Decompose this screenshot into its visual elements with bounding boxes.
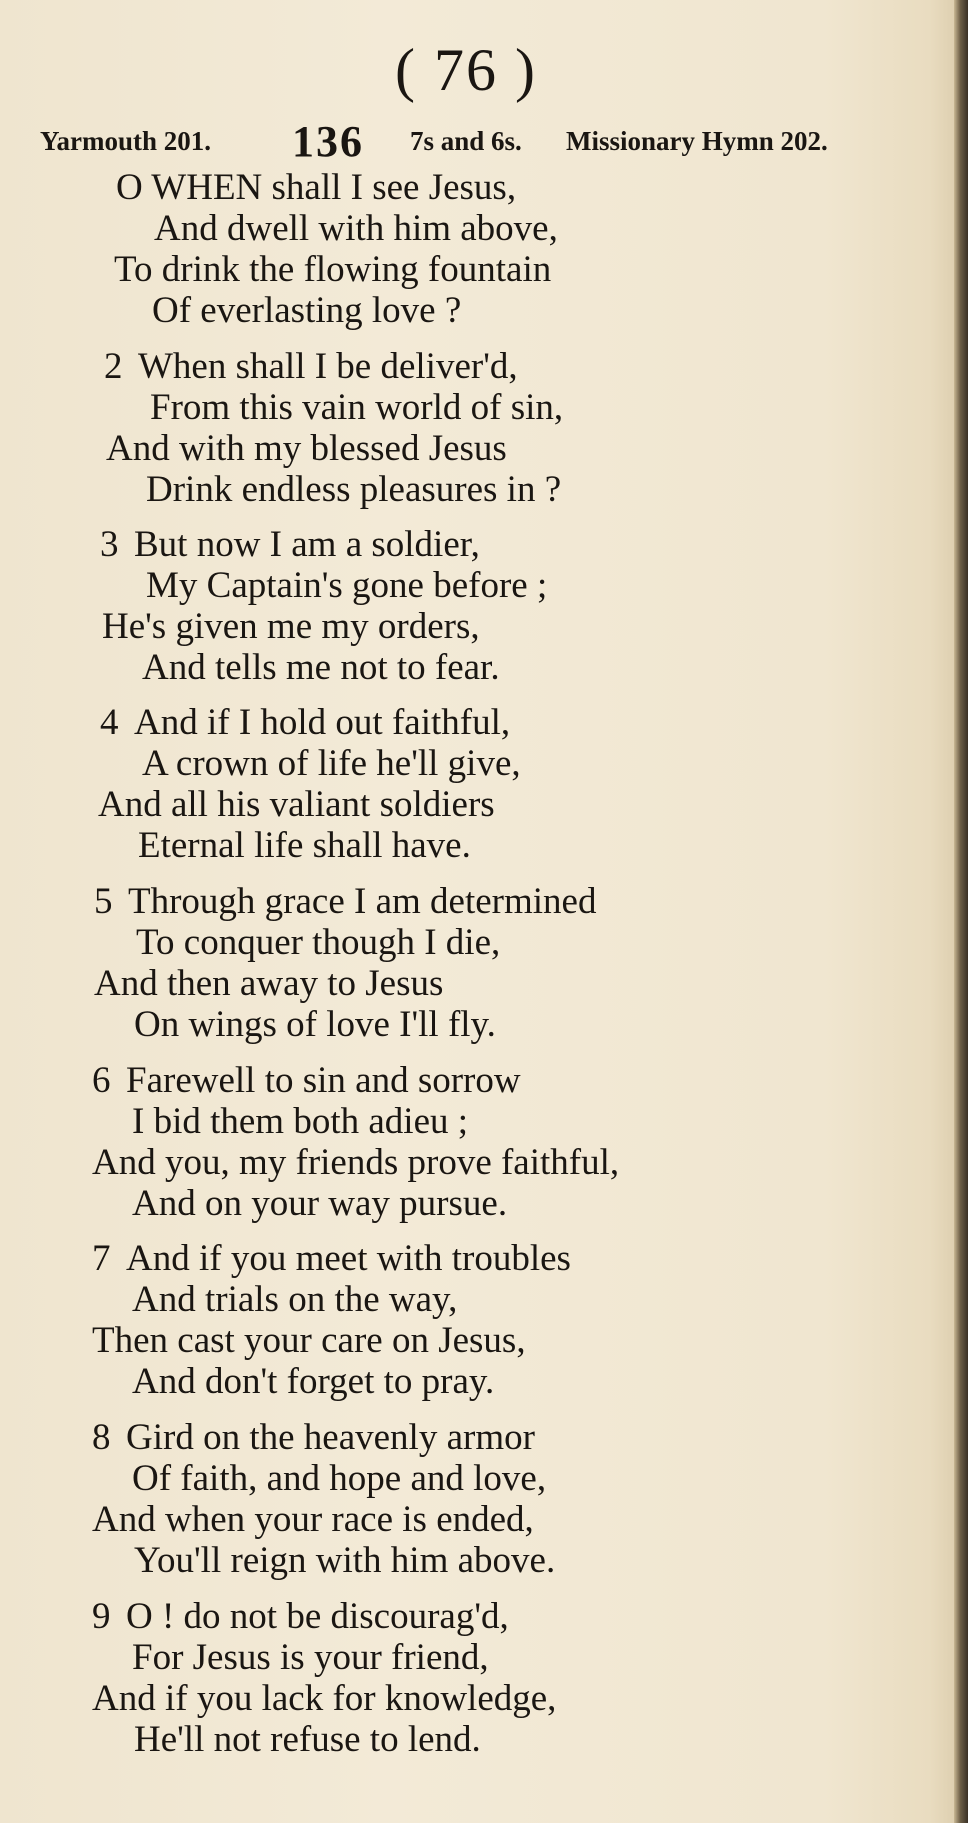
verse-line: A crown of life he'll give,: [142, 743, 521, 784]
verse-first-line: [104, 346, 518, 388]
verse-line: On wings of love I'll fly.: [134, 1004, 496, 1045]
verse-line: Of everlasting love ?: [152, 290, 462, 331]
tune-reference-right: Missionary Hymn 202.: [566, 126, 828, 156]
verse-line: And all his valiant soldiers: [98, 784, 495, 825]
verse-number: 7: [92, 1238, 111, 1279]
verse-line: And tells me not to fear.: [142, 647, 500, 688]
page-number: ( 76 ): [395, 37, 537, 103]
verse-number: 6: [92, 1060, 111, 1101]
verse-line: He's given me my orders,: [102, 606, 480, 647]
verse-line: Gird on the heavenly armor: [126, 1417, 535, 1458]
verse-line: For Jesus is your friend,: [132, 1637, 489, 1678]
hymn-number: 136: [292, 117, 364, 166]
verse-first-line: [92, 1060, 521, 1102]
verse-line: You'll reign with him above.: [134, 1540, 556, 1581]
verse-line: Eternal life shall have.: [138, 825, 471, 866]
verse-line: And trials on the way,: [132, 1279, 458, 1320]
verse-line: And dwell with him above,: [154, 208, 558, 249]
verse-number: 8: [92, 1417, 111, 1458]
verse-line: Then cast your care on Jesus,: [92, 1320, 526, 1361]
hymn-meter: 7s and 6s.: [410, 126, 522, 156]
verse-line: I bid them both adieu ;: [132, 1101, 469, 1142]
verse-line: He'll not refuse to lend.: [134, 1719, 481, 1760]
book-spine-shadow: [954, 0, 968, 1823]
verse-first-line: [100, 524, 480, 566]
verse-line: To conquer though I die,: [136, 922, 501, 963]
verse-first-line: [100, 702, 510, 744]
verse-number: 3: [100, 524, 119, 565]
verse-line: From this vain world of sin,: [150, 387, 564, 428]
verse-first-line: [94, 881, 596, 923]
verse-line: Of faith, and hope and love,: [132, 1458, 547, 1499]
verse-first-line: [92, 1417, 535, 1459]
verse-number: 9: [92, 1596, 111, 1637]
verse-line: To drink the flowing fountain: [114, 249, 552, 290]
verse-line: And if you meet with troubles: [126, 1238, 571, 1279]
tune-reference-left: Yarmouth 201.: [40, 126, 212, 156]
verse-line: Drink endless pleasures in ?: [146, 469, 562, 510]
verse-line: But now I am a soldier,: [134, 524, 480, 565]
verse-line: O ! do not be discourag'd,: [126, 1596, 509, 1637]
verse-line: My Captain's gone before ;: [146, 565, 548, 606]
verse-number: 2: [104, 346, 123, 387]
verse-line: When shall I be deliver'd,: [138, 346, 518, 387]
verse-line: And don't forget to pray.: [132, 1361, 495, 1402]
verse-line: And with my blessed Jesus: [106, 428, 507, 469]
verse-line: And you, my friends prove faithful,: [92, 1142, 620, 1183]
verse-line: And then away to Jesus: [94, 963, 444, 1004]
verse-line: Through grace I am determined: [128, 881, 597, 922]
verse-number: 4: [100, 702, 119, 743]
verse-first-line: [92, 1596, 509, 1638]
verse-line: O WHEN shall I see Jesus,: [116, 167, 517, 208]
hymn-header: [40, 118, 900, 164]
verse-line: And if you lack for knowledge,: [92, 1678, 557, 1719]
verse-line: Farewell to sin and sorrow: [126, 1060, 521, 1101]
verse-first-line: [92, 1238, 571, 1280]
verse-line: And if I hold out faithful,: [134, 702, 511, 743]
verse-line: And when your race is ended,: [92, 1499, 534, 1540]
verse-line: And on your way pursue.: [132, 1183, 508, 1224]
verse-number: 5: [94, 881, 113, 922]
